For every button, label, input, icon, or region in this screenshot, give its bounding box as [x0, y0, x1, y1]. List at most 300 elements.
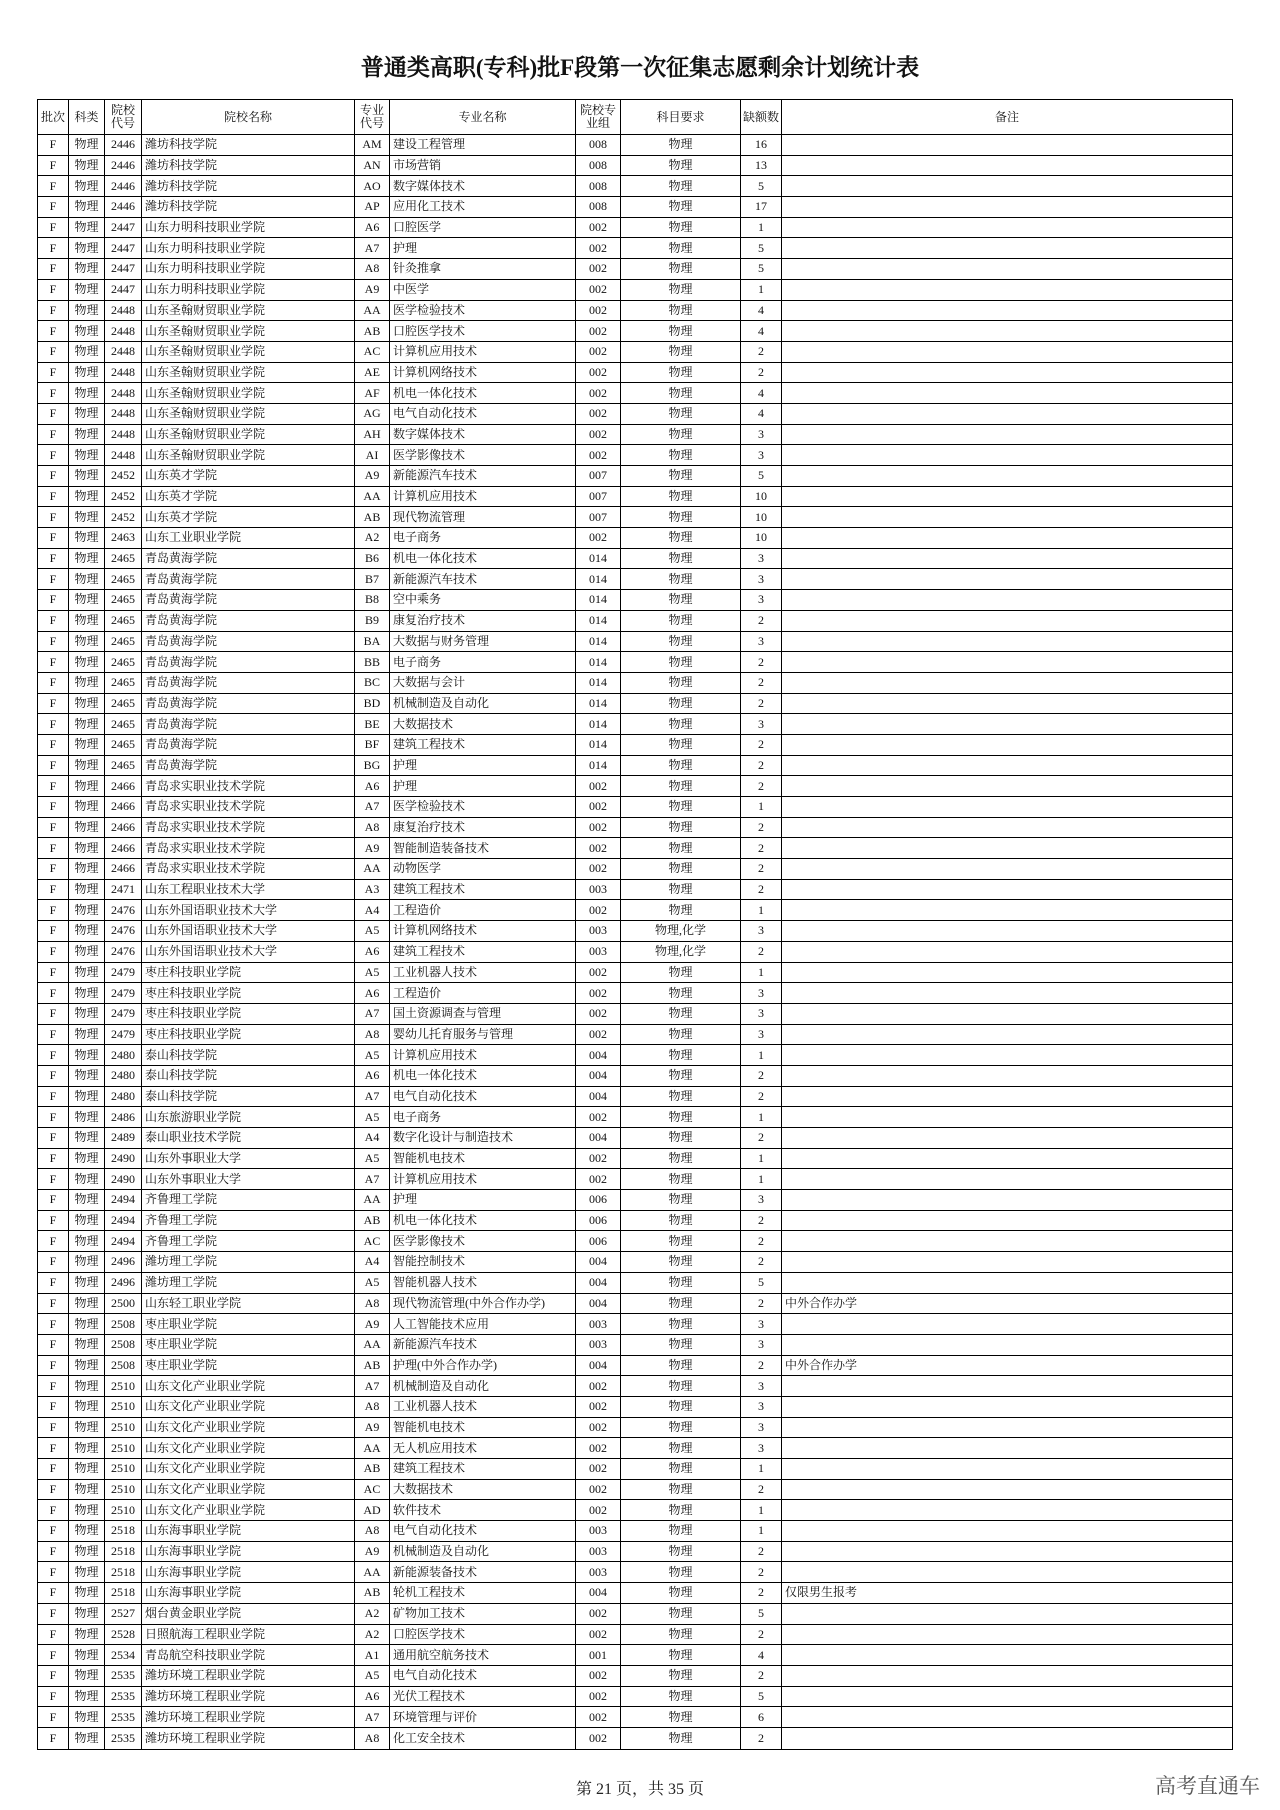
school-name-cell: 枣庄科技职业学院	[142, 1025, 355, 1045]
school-name-cell: 潍坊科技学院	[142, 156, 355, 176]
school-code-cell: 2494	[105, 1190, 142, 1210]
header-subject-type: 科类	[69, 100, 105, 134]
major-group-cell: 004	[576, 1252, 621, 1272]
major-name-cell: 建设工程管理	[390, 135, 576, 155]
table-row	[38, 1480, 1232, 1501]
remarks-cell	[782, 983, 1232, 1003]
subject-type-cell: 物理	[69, 507, 105, 527]
subject-type-cell: 物理	[69, 1418, 105, 1438]
major-code-cell: A8	[355, 1728, 390, 1749]
batch-cell: F	[38, 818, 69, 838]
major-name-cell: 电子商务	[390, 1107, 576, 1127]
major-code-cell: AN	[355, 156, 390, 176]
table-row	[38, 280, 1232, 301]
major-group-cell: 002	[576, 404, 621, 424]
subject-requirement-cell: 物理	[621, 1004, 741, 1024]
school-name-cell: 青岛求实职业技术学院	[142, 797, 355, 817]
table-row	[38, 921, 1232, 942]
table-row	[38, 1252, 1232, 1273]
header-major-code	[355, 100, 390, 134]
school-name-cell: 潍坊理工学院	[142, 1252, 355, 1272]
subject-type-cell: 物理	[69, 238, 105, 258]
school-name-cell: 山东圣翰财贸职业学院	[142, 404, 355, 424]
batch-cell: F	[38, 1397, 69, 1417]
school-code-cell: 2479	[105, 1025, 142, 1045]
subject-type-cell: 物理	[69, 1025, 105, 1045]
major-code-cell: A7	[355, 1169, 390, 1189]
vacancies-cell: 4	[741, 1645, 782, 1665]
school-name-cell: 枣庄职业学院	[142, 1356, 355, 1376]
school-name-cell: 枣庄科技职业学院	[142, 1004, 355, 1024]
remarks-cell	[782, 1107, 1232, 1127]
school-code-cell: 2447	[105, 259, 142, 279]
table-row	[38, 1045, 1232, 1066]
school-name-cell: 山东工程职业技术大学	[142, 880, 355, 900]
school-name-cell: 潍坊环境工程职业学院	[142, 1728, 355, 1749]
vacancies-cell: 2	[741, 880, 782, 900]
major-code-cell: A8	[355, 1025, 390, 1045]
major-group-cell: 014	[576, 694, 621, 714]
major-code-cell: AA	[355, 1562, 390, 1582]
major-name-cell: 建筑工程技术	[390, 942, 576, 962]
subject-requirement-cell: 物理	[621, 756, 741, 776]
school-name-cell: 青岛黄海学院	[142, 652, 355, 672]
header-vacancies: 缺额数	[741, 100, 782, 134]
header-major-name: 专业名称	[390, 100, 576, 134]
major-code-cell: B7	[355, 569, 390, 589]
school-code-cell: 2494	[105, 1231, 142, 1251]
major-name-cell: 工程造价	[390, 900, 576, 920]
school-name-cell: 山东海事职业学院	[142, 1562, 355, 1582]
school-name-cell: 青岛黄海学院	[142, 611, 355, 631]
subject-type-cell: 物理	[69, 342, 105, 362]
subject-type-cell: 物理	[69, 1397, 105, 1417]
major-group-cell: 002	[576, 776, 621, 796]
table-row	[38, 673, 1232, 694]
major-code-cell: A9	[355, 1418, 390, 1438]
major-group-cell: 002	[576, 1604, 621, 1624]
table-row	[38, 1397, 1232, 1418]
batch-cell: F	[38, 1045, 69, 1065]
vacancies-cell: 2	[741, 1625, 782, 1645]
subject-type-cell: 物理	[69, 818, 105, 838]
major-group-cell: 014	[576, 735, 621, 755]
major-group-cell: 014	[576, 714, 621, 734]
vacancies-cell: 2	[741, 1562, 782, 1582]
vacancies-cell: 2	[741, 942, 782, 962]
remarks-cell	[782, 735, 1232, 755]
school-name-cell: 山东英才学院	[142, 507, 355, 527]
table-row	[38, 528, 1232, 549]
major-name-cell: 新能源汽车技术	[390, 466, 576, 486]
table-row	[38, 507, 1232, 528]
subject-requirement-cell: 物理	[621, 1107, 741, 1127]
batch-cell: F	[38, 942, 69, 962]
major-code-cell: AC	[355, 1480, 390, 1500]
subject-requirement-cell: 物理	[621, 1273, 741, 1293]
school-code-cell: 2465	[105, 569, 142, 589]
remarks-cell	[782, 404, 1232, 424]
major-group-cell: 014	[576, 632, 621, 652]
subject-requirement-cell: 物理	[621, 342, 741, 362]
subject-requirement-cell: 物理,化学	[621, 942, 741, 962]
school-code-cell: 2510	[105, 1500, 142, 1520]
major-group-cell: 002	[576, 859, 621, 879]
major-code-cell: AA	[355, 1438, 390, 1458]
remarks-cell	[782, 1728, 1232, 1749]
remarks-cell	[782, 859, 1232, 879]
school-code-cell: 2476	[105, 900, 142, 920]
remarks-cell	[782, 590, 1232, 610]
batch-cell: F	[38, 238, 69, 258]
vacancies-cell: 2	[741, 838, 782, 858]
major-group-cell: 002	[576, 818, 621, 838]
batch-cell: F	[38, 1666, 69, 1686]
major-name-cell: 新能源汽车技术	[390, 1335, 576, 1355]
major-name-cell: 机电一体化技术	[390, 549, 576, 569]
batch-cell: F	[38, 1273, 69, 1293]
major-name-cell: 大数据与财务管理	[390, 632, 576, 652]
school-name-cell: 山东外国语职业技术大学	[142, 921, 355, 941]
school-code-cell: 2508	[105, 1335, 142, 1355]
remarks-cell	[782, 569, 1232, 589]
subject-requirement-cell: 物理	[621, 383, 741, 403]
major-name-cell: 电气自动化技术	[390, 1666, 576, 1686]
vacancies-cell: 2	[741, 756, 782, 776]
subject-requirement-cell: 物理	[621, 404, 741, 424]
remarks-cell	[782, 1707, 1232, 1727]
page-number: 第 21 页，共 35 页	[575, 1781, 704, 1798]
school-name-cell: 青岛黄海学院	[142, 673, 355, 693]
subject-type-cell: 物理	[69, 983, 105, 1003]
major-name-cell: 矿物加工技术	[390, 1604, 576, 1624]
school-code-cell: 2508	[105, 1356, 142, 1376]
major-name-cell: 智能机电技术	[390, 1418, 576, 1438]
subject-requirement-cell: 物理	[621, 1252, 741, 1272]
table-row	[38, 259, 1232, 280]
subject-requirement-cell: 物理	[621, 1397, 741, 1417]
vacancies-cell: 10	[741, 528, 782, 548]
major-group-cell: 003	[576, 1521, 621, 1541]
vacancies-cell: 3	[741, 983, 782, 1003]
major-name-cell: 数字媒体技术	[390, 425, 576, 445]
major-name-cell: 智能制造装备技术	[390, 838, 576, 858]
remarks-cell	[782, 1128, 1232, 1148]
subject-type-cell: 物理	[69, 590, 105, 610]
vacancies-cell: 3	[741, 549, 782, 569]
table-row	[38, 197, 1232, 218]
school-name-cell: 青岛黄海学院	[142, 569, 355, 589]
school-name-cell: 青岛求实职业技术学院	[142, 776, 355, 796]
vacancies-cell: 4	[741, 404, 782, 424]
table-row	[38, 1066, 1232, 1087]
batch-cell: F	[38, 1707, 69, 1727]
table-row	[38, 1666, 1232, 1687]
school-name-cell: 齐鲁理工学院	[142, 1211, 355, 1231]
major-group-cell: 002	[576, 1728, 621, 1749]
school-code-cell: 2480	[105, 1045, 142, 1065]
major-code-cell: A9	[355, 1314, 390, 1334]
major-group-cell: 003	[576, 942, 621, 962]
major-code-cell: BB	[355, 652, 390, 672]
major-name-cell: 化工安全技术	[390, 1728, 576, 1749]
major-group-cell: 002	[576, 1169, 621, 1189]
subject-requirement-cell: 物理	[621, 900, 741, 920]
major-group-cell: 014	[576, 652, 621, 672]
subject-type-cell: 物理	[69, 632, 105, 652]
major-name-cell: 空中乘务	[390, 590, 576, 610]
school-code-cell: 2465	[105, 694, 142, 714]
major-name-cell: 无人机应用技术	[390, 1438, 576, 1458]
major-code-cell: A9	[355, 1542, 390, 1562]
header-major-group-label: 院校专业组	[579, 103, 616, 130]
subject-type-cell: 物理	[69, 1687, 105, 1707]
header-school-name: 院校名称	[142, 100, 355, 134]
table-row	[38, 1707, 1232, 1728]
batch-cell: F	[38, 445, 69, 465]
school-name-cell: 山东圣翰财贸职业学院	[142, 301, 355, 321]
school-name-cell: 山东圣翰财贸职业学院	[142, 342, 355, 362]
school-name-cell: 青岛求实职业技术学院	[142, 818, 355, 838]
remarks-cell	[782, 1521, 1232, 1541]
table-row	[38, 1025, 1232, 1046]
subject-type-cell: 物理	[69, 1149, 105, 1169]
subject-type-cell: 物理	[69, 1521, 105, 1541]
batch-cell: F	[38, 797, 69, 817]
major-name-cell: 针灸推拿	[390, 259, 576, 279]
table-row	[38, 859, 1232, 880]
school-name-cell: 山东外国语职业技术大学	[142, 900, 355, 920]
batch-cell: F	[38, 963, 69, 983]
vacancies-cell: 5	[741, 1687, 782, 1707]
batch-cell: F	[38, 549, 69, 569]
vacancies-cell: 17	[741, 197, 782, 217]
subject-type-cell: 物理	[69, 156, 105, 176]
school-name-cell: 青岛黄海学院	[142, 735, 355, 755]
batch-cell: F	[38, 1645, 69, 1665]
remarks-cell	[782, 1335, 1232, 1355]
subject-type-cell: 物理	[69, 652, 105, 672]
major-code-cell: A6	[355, 942, 390, 962]
major-group-cell: 002	[576, 1500, 621, 1520]
school-code-cell: 2448	[105, 321, 142, 341]
vacancies-cell: 3	[741, 632, 782, 652]
major-group-cell: 004	[576, 1128, 621, 1148]
table-row	[38, 404, 1232, 425]
vacancies-cell: 3	[741, 1004, 782, 1024]
major-name-cell: 护理	[390, 756, 576, 776]
subject-type-cell: 物理	[69, 301, 105, 321]
major-group-cell: 002	[576, 1687, 621, 1707]
batch-cell: F	[38, 1128, 69, 1148]
batch-cell: F	[38, 1087, 69, 1107]
school-name-cell: 山东文化产业职业学院	[142, 1459, 355, 1479]
major-group-cell: 002	[576, 321, 621, 341]
subject-type-cell: 物理	[69, 135, 105, 155]
school-name-cell: 潍坊环境工程职业学院	[142, 1707, 355, 1727]
subject-requirement-cell: 物理	[621, 983, 741, 1003]
table-row	[38, 1542, 1232, 1563]
major-code-cell: A9	[355, 838, 390, 858]
school-name-cell: 山东文化产业职业学院	[142, 1480, 355, 1500]
major-group-cell: 002	[576, 1666, 621, 1686]
major-code-cell: AF	[355, 383, 390, 403]
remarks-cell	[782, 776, 1232, 796]
subject-requirement-cell: 物理	[621, 135, 741, 155]
subject-type-cell: 物理	[69, 735, 105, 755]
major-name-cell: 建筑工程技术	[390, 880, 576, 900]
major-group-cell: 003	[576, 1542, 621, 1562]
table-row	[38, 797, 1232, 818]
vacancies-cell: 3	[741, 1190, 782, 1210]
subject-requirement-cell: 物理	[621, 1707, 741, 1727]
remarks-cell	[782, 1273, 1232, 1293]
school-name-cell: 枣庄职业学院	[142, 1314, 355, 1334]
table-row	[38, 818, 1232, 839]
school-name-cell: 青岛黄海学院	[142, 714, 355, 734]
school-code-cell: 2465	[105, 632, 142, 652]
school-name-cell: 山东力明科技职业学院	[142, 238, 355, 258]
major-code-cell: AM	[355, 135, 390, 155]
subject-requirement-cell: 物理	[621, 1542, 741, 1562]
school-name-cell: 青岛黄海学院	[142, 590, 355, 610]
table-row	[38, 838, 1232, 859]
vacancies-cell: 2	[741, 342, 782, 362]
subject-type-cell: 物理	[69, 1356, 105, 1376]
batch-cell: F	[38, 714, 69, 734]
batch-cell: F	[38, 1687, 69, 1707]
school-name-cell: 山东圣翰财贸职业学院	[142, 425, 355, 445]
major-name-cell: 电气自动化技术	[390, 404, 576, 424]
major-group-cell: 004	[576, 1294, 621, 1314]
school-code-cell: 2489	[105, 1128, 142, 1148]
school-code-cell: 2490	[105, 1149, 142, 1169]
major-name-cell: 机械制造及自动化	[390, 1542, 576, 1562]
school-code-cell: 2479	[105, 983, 142, 1003]
major-name-cell: 环境管理与评价	[390, 1707, 576, 1727]
vacancies-cell: 2	[741, 1480, 782, 1500]
vacancies-cell: 3	[741, 445, 782, 465]
subject-type-cell: 物理	[69, 259, 105, 279]
header-school-code	[105, 100, 142, 134]
table-row	[38, 1169, 1232, 1190]
batch-cell: F	[38, 838, 69, 858]
remarks-cell	[782, 1211, 1232, 1231]
batch-cell: F	[38, 507, 69, 527]
school-code-cell: 2452	[105, 487, 142, 507]
school-code-cell: 2465	[105, 673, 142, 693]
major-group-cell: 002	[576, 425, 621, 445]
school-name-cell: 山东圣翰财贸职业学院	[142, 383, 355, 403]
major-name-cell: 机械制造及自动化	[390, 694, 576, 714]
vacancies-cell: 2	[741, 1666, 782, 1686]
subject-requirement-cell: 物理,化学	[621, 921, 741, 941]
school-code-cell: 2463	[105, 528, 142, 548]
header-school-code-label: 院校代号	[110, 103, 135, 130]
subject-requirement-cell: 物理	[621, 301, 741, 321]
major-code-cell: AA	[355, 859, 390, 879]
header-batch: 批次	[38, 100, 69, 134]
major-code-cell: BD	[355, 694, 390, 714]
subject-type-cell: 物理	[69, 466, 105, 486]
remarks-cell	[782, 900, 1232, 920]
major-group-cell: 002	[576, 1397, 621, 1417]
subject-requirement-cell: 物理	[621, 1087, 741, 1107]
batch-cell: F	[38, 1169, 69, 1189]
vacancies-cell: 5	[741, 1273, 782, 1293]
school-name-cell: 山东海事职业学院	[142, 1542, 355, 1562]
subject-requirement-cell: 物理	[621, 611, 741, 631]
major-code-cell: A8	[355, 818, 390, 838]
remarks-cell	[782, 528, 1232, 548]
school-code-cell: 2466	[105, 859, 142, 879]
subject-type-cell: 物理	[69, 1045, 105, 1065]
table-row	[38, 1211, 1232, 1232]
major-group-cell: 006	[576, 1231, 621, 1251]
major-name-cell: 康复治疗技术	[390, 818, 576, 838]
vacancies-cell: 3	[741, 1397, 782, 1417]
vacancies-cell: 2	[741, 652, 782, 672]
major-group-cell: 002	[576, 383, 621, 403]
subject-requirement-cell: 物理	[621, 1438, 741, 1458]
school-name-cell: 山东文化产业职业学院	[142, 1376, 355, 1396]
table-row	[38, 1004, 1232, 1025]
major-group-cell: 008	[576, 197, 621, 217]
subject-type-cell: 物理	[69, 176, 105, 196]
batch-cell: F	[38, 1480, 69, 1500]
vacancies-cell: 2	[741, 1583, 782, 1603]
major-name-cell: 计算机网络技术	[390, 921, 576, 941]
school-code-cell: 2510	[105, 1418, 142, 1438]
school-name-cell: 泰山科技学院	[142, 1066, 355, 1086]
subject-type-cell: 物理	[69, 1066, 105, 1086]
school-code-cell: 2471	[105, 880, 142, 900]
subject-type-cell: 物理	[69, 1562, 105, 1582]
major-group-cell: 002	[576, 1107, 621, 1127]
school-name-cell: 山东外国语职业技术大学	[142, 942, 355, 962]
major-code-cell: A7	[355, 797, 390, 817]
remarks-cell	[782, 1004, 1232, 1024]
subject-type-cell: 物理	[69, 383, 105, 403]
school-name-cell: 泰山科技学院	[142, 1087, 355, 1107]
subject-requirement-cell: 物理	[621, 1128, 741, 1148]
vacancies-cell: 3	[741, 1418, 782, 1438]
subject-requirement-cell: 物理	[621, 1231, 741, 1251]
major-name-cell: 计算机应用技术	[390, 487, 576, 507]
batch-cell: F	[38, 1314, 69, 1334]
school-code-cell: 2518	[105, 1521, 142, 1541]
major-group-cell: 008	[576, 176, 621, 196]
watermark: 高考直通车	[1155, 1775, 1260, 1798]
major-code-cell: BG	[355, 756, 390, 776]
major-group-cell: 003	[576, 880, 621, 900]
vacancies-cell: 4	[741, 383, 782, 403]
subject-type-cell: 物理	[69, 1190, 105, 1210]
school-code-cell: 2480	[105, 1087, 142, 1107]
table-row	[38, 1376, 1232, 1397]
subject-requirement-cell: 物理	[621, 1211, 741, 1231]
school-name-cell: 齐鲁理工学院	[142, 1190, 355, 1210]
major-code-cell: AG	[355, 404, 390, 424]
batch-cell: F	[38, 1025, 69, 1045]
major-code-cell: B6	[355, 549, 390, 569]
remarks-cell	[782, 694, 1232, 714]
vacancies-cell: 2	[741, 1728, 782, 1749]
remarks-cell	[782, 218, 1232, 238]
major-code-cell: AC	[355, 1231, 390, 1251]
school-code-cell: 2534	[105, 1645, 142, 1665]
subject-requirement-cell: 物理	[621, 838, 741, 858]
